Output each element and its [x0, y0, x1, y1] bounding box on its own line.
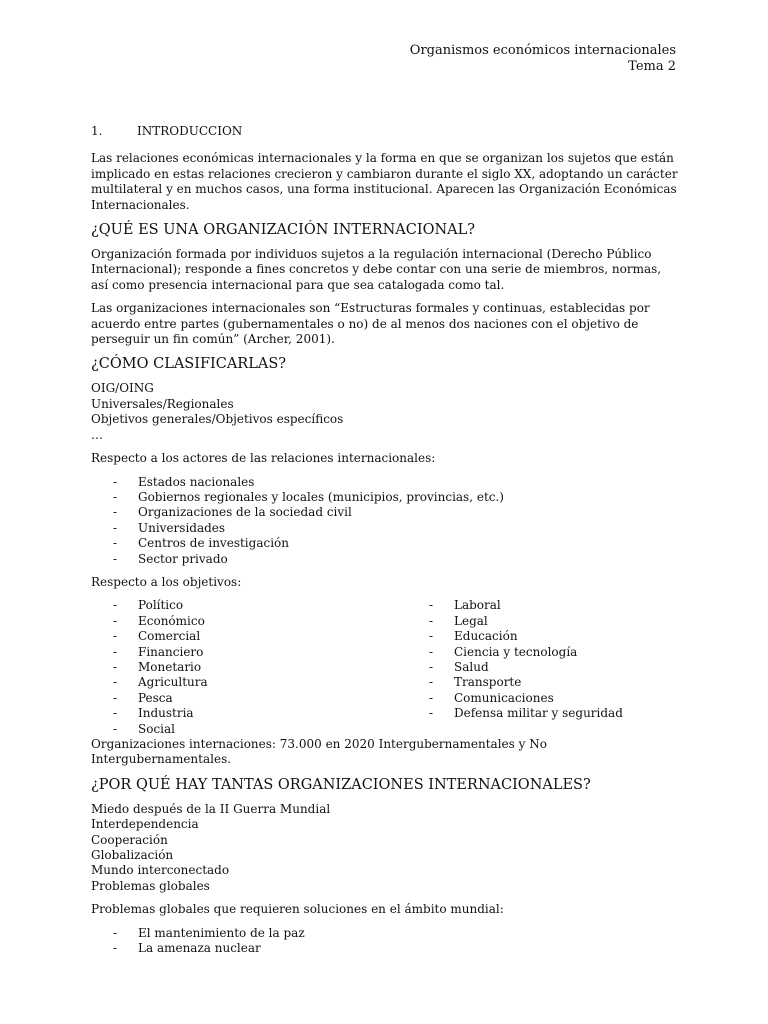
- classification-line: …: [91, 427, 103, 442]
- classification-line: OIG/OING: [91, 381, 154, 396]
- list-item: - Industria: [91, 706, 407, 721]
- list-item: - Organizaciones de la sociedad civil: [91, 505, 681, 520]
- section-number: 1.: [91, 124, 103, 138]
- list-item: - Comunicaciones: [407, 691, 681, 706]
- heading-que-es: ¿QUÉ ES UNA ORGANIZACIÓN INTERNACIONAL?: [91, 222, 476, 239]
- list-item: - Gobiernos regionales y locales (municipios, provincias, etc.): [91, 490, 681, 505]
- page-header: [410, 43, 676, 75]
- document-body: [91, 124, 681, 964]
- list-item: - Defensa militar y seguridad: [407, 706, 681, 721]
- list-item: - Universidades: [91, 521, 681, 536]
- actores-intro: Respecto a los actores de las relaciones internacionales:: [91, 451, 436, 466]
- heading-por-que: ¿POR QUÉ HAY TANTAS ORGANIZACIONES INTERNACIONALES?: [91, 776, 591, 793]
- reason-line: Cooperación: [91, 832, 168, 847]
- list-item: - La amenaza nuclear: [91, 941, 681, 956]
- header-topic: Tema 2: [628, 59, 676, 74]
- reason-line: Interdependencia: [91, 817, 199, 832]
- classification-lines: [91, 381, 681, 443]
- list-item: - Económico: [91, 614, 407, 629]
- actores-list: [91, 475, 681, 567]
- list-item: - Laboral: [407, 598, 681, 613]
- list-item: - Social: [91, 722, 407, 737]
- list-item: - Financiero: [91, 645, 407, 660]
- list-item: - Pesca: [91, 691, 407, 706]
- objetivos-list-col2: [407, 598, 681, 737]
- list-item: - Comercial: [91, 629, 407, 644]
- reasons-lines: [91, 802, 681, 894]
- list-item: - Sector privado: [91, 552, 681, 567]
- organizations-count-line: Organizaciones internaciones: 73.000 en 2020 Intergubernamentales y No Intergubernamentales.: [91, 737, 547, 767]
- reason-line: Globalización: [91, 848, 174, 863]
- list-item: - Político: [91, 598, 407, 613]
- list-item: - Educación: [407, 629, 681, 644]
- section-heading-introduccion: [91, 124, 681, 139]
- objetivos-columns: [91, 598, 681, 737]
- problemas-intro: Problemas globales que requieren soluciones en el ámbito mundial:: [91, 902, 504, 917]
- problemas-list: [91, 926, 681, 957]
- list-item: - Ciencia y tecnología: [407, 645, 681, 660]
- definition-paragraph-1: Organización formada por individuos sujetos a la regulación internacional (Derecho Público Internacional); responde a fines concretos y debe contar con una serie de miembros, normas, así como presencia internacional para que sea catalogada como tal.: [91, 247, 662, 292]
- list-item: - Agricultura: [91, 675, 407, 690]
- intro-paragraph: Las relaciones económicas internacionales y la forma en que se organizan los sujetos que están implicado en estas relaciones crecieron y cambiaron durante el siglo XX, adoptando un carácter multilateral y en muchos casos, una forma institucional. Aparecen las Organización Económicas Internacionales.: [91, 151, 678, 212]
- list-item: - Salud: [407, 660, 681, 675]
- objetivos-list-col1: [91, 598, 407, 737]
- section-title: INTRODUCCION: [137, 124, 243, 138]
- reason-line: Problemas globales: [91, 878, 210, 893]
- list-item: - Estados nacionales: [91, 475, 681, 490]
- reason-line: Miedo después de la II Guerra Mundial: [91, 801, 331, 816]
- objetivos-intro: Respecto a los objetivos:: [91, 574, 242, 589]
- list-item: - Monetario: [91, 660, 407, 675]
- heading-como-clasificarlas: ¿CÓMO CLASIFICARLAS?: [91, 356, 287, 373]
- classification-line: Objetivos generales/Objetivos específicos: [91, 412, 344, 427]
- reason-line: Mundo interconectado: [91, 863, 230, 878]
- list-item: - Centros de investigación: [91, 536, 681, 551]
- list-item: - El mantenimiento de la paz: [91, 926, 681, 941]
- header-course-title: Organismos económicos internacionales: [409, 43, 676, 58]
- list-item: - Legal: [407, 614, 681, 629]
- classification-line: Universales/Regionales: [91, 396, 234, 411]
- list-item: - Transporte: [407, 675, 681, 690]
- definition-paragraph-2: Las organizaciones internacionales son “Estructuras formales y continuas, establecidas por acuerdo entre partes (gubernamentales o no) de al menos dos naciones con el objetivo de perseguir un fin común” (Archer, 2001).: [91, 301, 650, 347]
